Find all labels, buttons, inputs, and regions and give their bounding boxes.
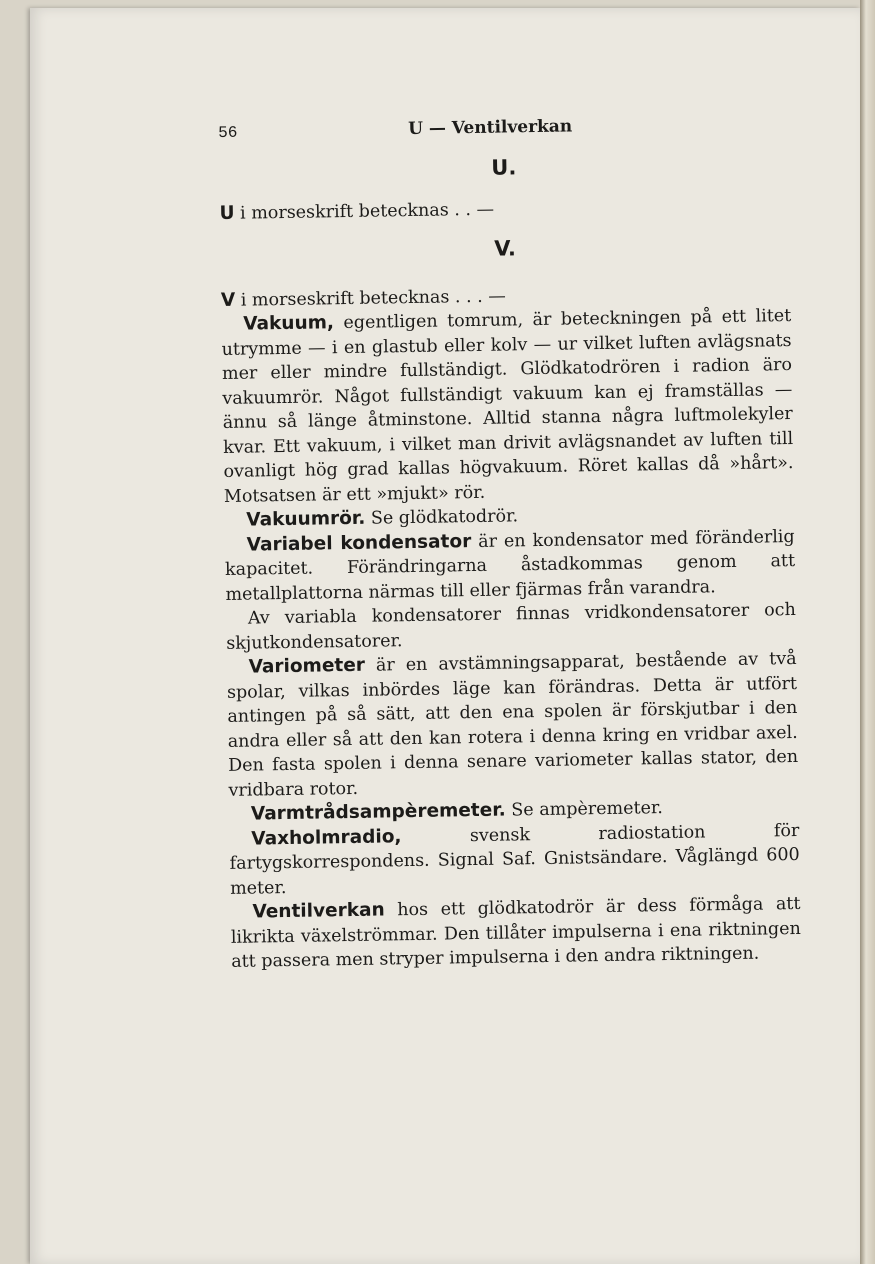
entry-term: Variometer bbox=[248, 654, 366, 678]
entry-text: Se glödkatodrör. bbox=[365, 506, 519, 529]
entry-term: U bbox=[219, 202, 235, 224]
entry-ventilverkan bbox=[230, 892, 801, 974]
entry-text: i morseskrift betecknas . . . — bbox=[235, 286, 506, 311]
section-heading-u: U. bbox=[491, 155, 517, 180]
section-heading-v: V. bbox=[494, 235, 517, 261]
entry-text: Se ampèremeter. bbox=[505, 798, 664, 821]
entry-variabel-kondensator bbox=[225, 524, 796, 606]
page-number: 56 bbox=[218, 123, 238, 142]
entry-term: Ventilverkan bbox=[252, 899, 385, 923]
entry-text: Av variabla kondensatorer finnas vridkondensatorer och skjutkondensatorer. bbox=[226, 599, 796, 654]
entry-vaxholmradio bbox=[229, 818, 800, 900]
entry-text: svensk radiostation för fartygskorrespondens. Signal Saf. Gnistsändare. Våglängd 600 meter. bbox=[229, 820, 800, 899]
entry-text: egentligen tomrum, är beteckningen på ett litet utrymme — i en glastub eller kolv — ur vilket luften avlägsnats mer eller mindre fullständigt. Glödkatodrören i radion äro vakuumrör. Något fullständigt vakuum kan ej framställas — ännu så länge åtminstone. Alltid stanna några luftmolekyler kvar. Ett vakuum, i vilket man drivit avlägsnandet av luften till ovanligt hög grad kallas högvakuum. Röret kallas då »hårt». Motsatsen är ett »mjukt» rör. bbox=[221, 306, 794, 507]
entry-term: V bbox=[220, 289, 236, 311]
entry-term: Varmtrådsampèremeter. bbox=[250, 799, 506, 825]
entry-text: hos ett glödkatodrör är dess förmåga att likrikta växelströmmar. Den tillåter impulserna i ena riktningen att passera men stryper impulserna i den andra riktningen. bbox=[230, 893, 801, 972]
entry-term: Vakuum, bbox=[243, 312, 335, 335]
entry-term: Vaxholmradio, bbox=[251, 825, 402, 850]
entry-term: Vakuumrör. bbox=[246, 507, 366, 531]
entry-variabel-continued bbox=[226, 598, 797, 656]
entry-variometer bbox=[226, 647, 798, 803]
entry-text: i morseskrift betecknas . . — bbox=[234, 199, 495, 224]
entry-text: är en kondensator med föränderlig kapacitet. Förändringarna åstadkommas genom att metallplattorna närmas till eller fjärmas från varandra. bbox=[224, 526, 796, 605]
running-title: U — Ventilverkan bbox=[408, 116, 573, 140]
book-edge bbox=[860, 0, 875, 1264]
entry-term: Variabel kondensator bbox=[246, 530, 472, 556]
page-text bbox=[218, 109, 801, 974]
entry-vakuum bbox=[221, 304, 794, 509]
entry-text: är en avstämningsapparat, bestående av två spolar, vilkas inbördes läge kan förändras. Detta är utfört antingen på så sätt, att den ena spolen är förskjutbar i den andra eller så att den kan rotera i denna kring en vridbar axel. Den fasta spolen i denna senare variometer kallas stator, den vridbara rotor. bbox=[226, 648, 799, 801]
entry-u-morse bbox=[219, 193, 789, 226]
